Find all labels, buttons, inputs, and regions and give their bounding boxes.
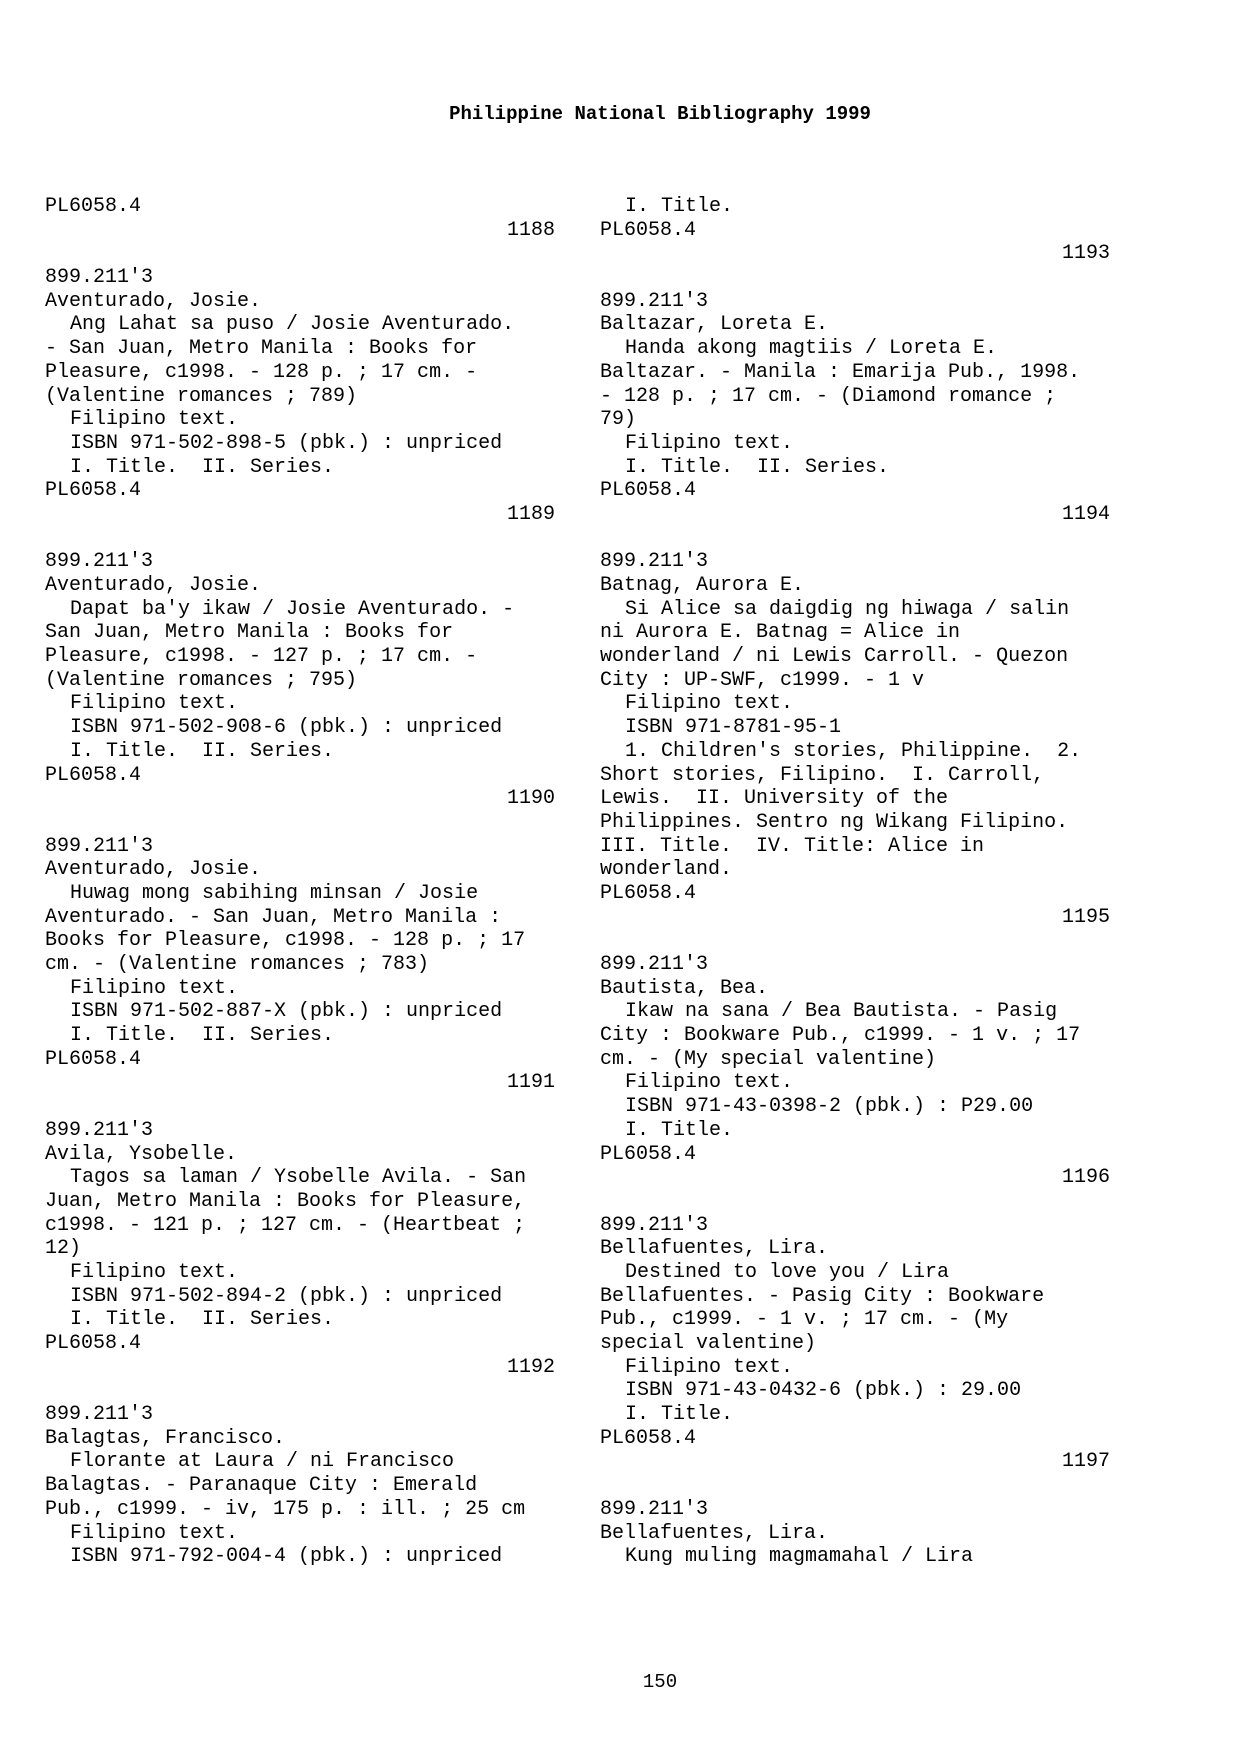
- entry-line: Filipino text.: [70, 1521, 239, 1545]
- entry-line: III. Title. IV. Title: Alice in: [600, 834, 985, 858]
- entry-number: 1197: [1061, 1450, 1110, 1474]
- entry-line: 79): [600, 408, 637, 432]
- entry-line: PL6058.4: [600, 1142, 697, 1166]
- entry-line: ni Aurora E. Batnag = Alice in: [600, 621, 961, 645]
- entry-line: Bautista, Bea.: [600, 976, 769, 1000]
- entry-line: Filipino text.: [70, 976, 239, 1000]
- entry-line: PL6058.4: [45, 195, 142, 218]
- entry-line: Ang Lahat sa puso / Josie Aventurado.: [70, 313, 515, 337]
- entry-line: Filipino text.: [625, 692, 794, 716]
- entry-line: Philippines. Sentro ng Wikang Filipino.: [600, 810, 1069, 834]
- entry-line: Bellafuentes. - Pasig City : Bookware: [600, 1284, 1045, 1308]
- entry-line: 899.211'3: [600, 550, 709, 574]
- entry-line: 899.211'3: [600, 1497, 709, 1521]
- entry-line: ISBN 971-502-898-5 (pbk.) : unpriced: [70, 431, 503, 455]
- entry-line: Filipino text.: [70, 692, 239, 716]
- entry-spacer: [600, 266, 1110, 290]
- entry-line: I. Title. II. Series.: [70, 455, 335, 479]
- entry-line: Bellafuentes, Lira.: [600, 1237, 829, 1261]
- entry-line: Kung muling magmamahal / Lira: [625, 1545, 974, 1569]
- entry-line: 899.211'3: [600, 289, 709, 313]
- entry-line: - San Juan, Metro Manila : Books for: [45, 337, 478, 361]
- entry-line: Filipino text.: [625, 431, 794, 455]
- entry-line: I. Title. II. Series.: [70, 739, 335, 763]
- entry-number: 1193: [1061, 242, 1110, 266]
- entry-line: I. Title.: [625, 1118, 734, 1142]
- entry-line: 899.211'3: [600, 953, 709, 976]
- entry-line: Dapat ba'y ikaw / Josie Aventurado. -: [70, 597, 515, 621]
- entry-line: ISBN 971-43-0432-6 (pbk.) : 29.00: [625, 1379, 1022, 1403]
- entry-line: Ikaw na sana / Bea Bautista. - Pasig: [625, 1000, 1058, 1024]
- entry-line: Huwag mong sabihing minsan / Josie: [70, 881, 479, 905]
- entry-line: PL6058.4: [600, 218, 697, 242]
- entry-line: 12): [45, 1237, 82, 1261]
- entry-line: PL6058.4: [45, 763, 142, 787]
- entry-line: PL6058.4: [45, 1332, 142, 1355]
- entry-line: (Valentine romances ; 795): [45, 668, 358, 692]
- entry-line: c1998. - 121 p. ; 127 cm. - (Heartbeat ;: [45, 1213, 526, 1237]
- entry-number: 1196: [1061, 1166, 1110, 1190]
- entry-line: Aventurado, Josie.: [45, 574, 262, 597]
- entry-line: Lewis. II. University of the: [600, 787, 949, 811]
- entry-line: 899.211'3: [45, 266, 154, 290]
- entry-number: 1189: [506, 502, 555, 526]
- entry-line: 1. Children's stories, Philippine. 2.: [625, 739, 1082, 763]
- entry-line: Bellafuentes, Lira.: [600, 1521, 829, 1545]
- entry-line: Filipino text.: [625, 1355, 794, 1379]
- entry-line: Balagtas, Francisco.: [45, 1426, 286, 1450]
- entry-spacer: [600, 1190, 1110, 1214]
- entry-number: 1195: [1061, 905, 1110, 929]
- entry-spacer: [45, 242, 555, 266]
- entry-line: - 128 p. ; 17 cm. - (Diamond romance ;: [600, 384, 1057, 408]
- entry-number: 1190: [506, 787, 555, 811]
- entry-line: special valentine): [600, 1332, 817, 1355]
- entry-spacer: [45, 1379, 555, 1403]
- entry-line: Juan, Metro Manila : Books for Pleasure,: [45, 1189, 526, 1213]
- entry-line: Handa akong magtiis / Loreta E.: [625, 337, 998, 361]
- entry-number: 1188: [506, 218, 555, 242]
- entry-line: Pub., c1999. - 1 v. ; 17 cm. - (My: [600, 1308, 1009, 1332]
- entry-line: ISBN 971-792-004-4 (pbk.) : unpriced: [70, 1545, 503, 1569]
- entry-number: 1194: [1061, 502, 1110, 526]
- entry-line: I. Title.: [625, 1403, 734, 1427]
- entry-line: 899.211'3: [600, 1213, 709, 1237]
- entry-line: ISBN 971-43-0398-2 (pbk.) : P29.00: [625, 1095, 1034, 1119]
- entry-spacer: [600, 527, 1110, 551]
- entry-line: PL6058.4: [45, 479, 142, 503]
- entry-line: City : UP-SWF, c1999. - 1 v: [600, 668, 925, 692]
- entry-line: PL6058.4: [600, 1426, 697, 1450]
- entry-line: 899.211'3: [45, 834, 154, 858]
- entry-spacer: [600, 1474, 1110, 1498]
- entry-line: cm. - (My special valentine): [600, 1047, 937, 1071]
- entry-line: Pleasure, c1998. - 127 p. ; 17 cm. -: [45, 645, 478, 669]
- entry-line: ISBN 971-502-908-6 (pbk.) : unpriced: [70, 716, 503, 740]
- entry-line: Books for Pleasure, c1998. - 128 p. ; 17: [45, 929, 526, 953]
- entry-line: Si Alice sa daigdig ng hiwaga / salin: [625, 597, 1070, 621]
- entry-line: Balagtas. - Paranaque City : Emerald: [45, 1474, 478, 1498]
- entry-line: City : Bookware Pub., c1999. - 1 v. ; 17: [600, 1024, 1081, 1048]
- entry-line: Short stories, Filipino. I. Carroll,: [600, 763, 1045, 787]
- entry-line: Filipino text.: [70, 1260, 239, 1284]
- entry-line: wonderland.: [600, 858, 733, 882]
- entry-line: I. Title. II. Series.: [625, 455, 890, 479]
- entry-line: 899.211'3: [45, 1118, 154, 1142]
- entry-line: Florante at Laura / ni Francisco: [70, 1450, 455, 1474]
- entry-line: (Valentine romances ; 789): [45, 384, 358, 408]
- entry-line: Baltazar. - Manila : Emarija Pub., 1998.: [600, 360, 1081, 384]
- entry-spacer: [45, 527, 555, 551]
- entry-line: I. Title.: [625, 195, 734, 218]
- entry-line: I. Title. II. Series.: [70, 1308, 335, 1332]
- entry-line: Pub., c1999. - iv, 175 p. : ill. ; 25 cm: [45, 1497, 526, 1521]
- entry-line: PL6058.4: [600, 881, 697, 905]
- entry-line: Filipino text.: [70, 408, 239, 432]
- entry-line: ISBN 971-502-887-X (pbk.) : unpriced: [70, 1000, 503, 1024]
- entry-line: I. Title. II. Series.: [70, 1024, 335, 1048]
- page-number: 150: [642, 1671, 678, 1693]
- entry-line: Aventurado, Josie.: [45, 289, 262, 313]
- entry-line: 899.211'3: [45, 550, 154, 574]
- entry-spacer: [600, 929, 1110, 953]
- entry-line: Destined to love you / Lira: [625, 1260, 950, 1284]
- entry-line: Filipino text.: [625, 1071, 794, 1095]
- entry-line: Tagos sa laman / Ysobelle Avila. - San: [70, 1166, 527, 1190]
- entry-number: 1192: [506, 1355, 555, 1379]
- entry-line: cm. - (Valentine romances ; 783): [45, 953, 430, 976]
- entry-line: Aventurado. - San Juan, Metro Manila :: [45, 905, 502, 929]
- entry-line: Aventurado, Josie.: [45, 858, 262, 882]
- entry-line: wonderland / ni Lewis Carroll. - Quezon: [600, 645, 1069, 669]
- right-column: [600, 195, 1110, 1569]
- entry-line: San Juan, Metro Manila : Books for: [45, 621, 454, 645]
- entry-line: Avila, Ysobelle.: [45, 1142, 238, 1166]
- entry-line: Batnag, Aurora E.: [600, 574, 805, 597]
- page-title: Philippine National Bibliography 1999: [449, 103, 871, 125]
- entry-line: Pleasure, c1998. - 128 p. ; 17 cm. -: [45, 360, 478, 384]
- entry-number: 1191: [506, 1071, 555, 1095]
- entry-line: PL6058.4: [600, 479, 697, 503]
- entry-line: ISBN 971-502-894-2 (pbk.) : unpriced: [70, 1284, 503, 1308]
- entry-line: Baltazar, Loreta E.: [600, 313, 829, 337]
- entry-line: PL6058.4: [45, 1047, 142, 1071]
- entry-spacer: [45, 811, 555, 835]
- entry-spacer: [45, 1095, 555, 1119]
- entry-line: 899.211'3: [45, 1403, 154, 1427]
- entry-line: ISBN 971-8781-95-1: [625, 716, 842, 740]
- left-column: [45, 195, 555, 1569]
